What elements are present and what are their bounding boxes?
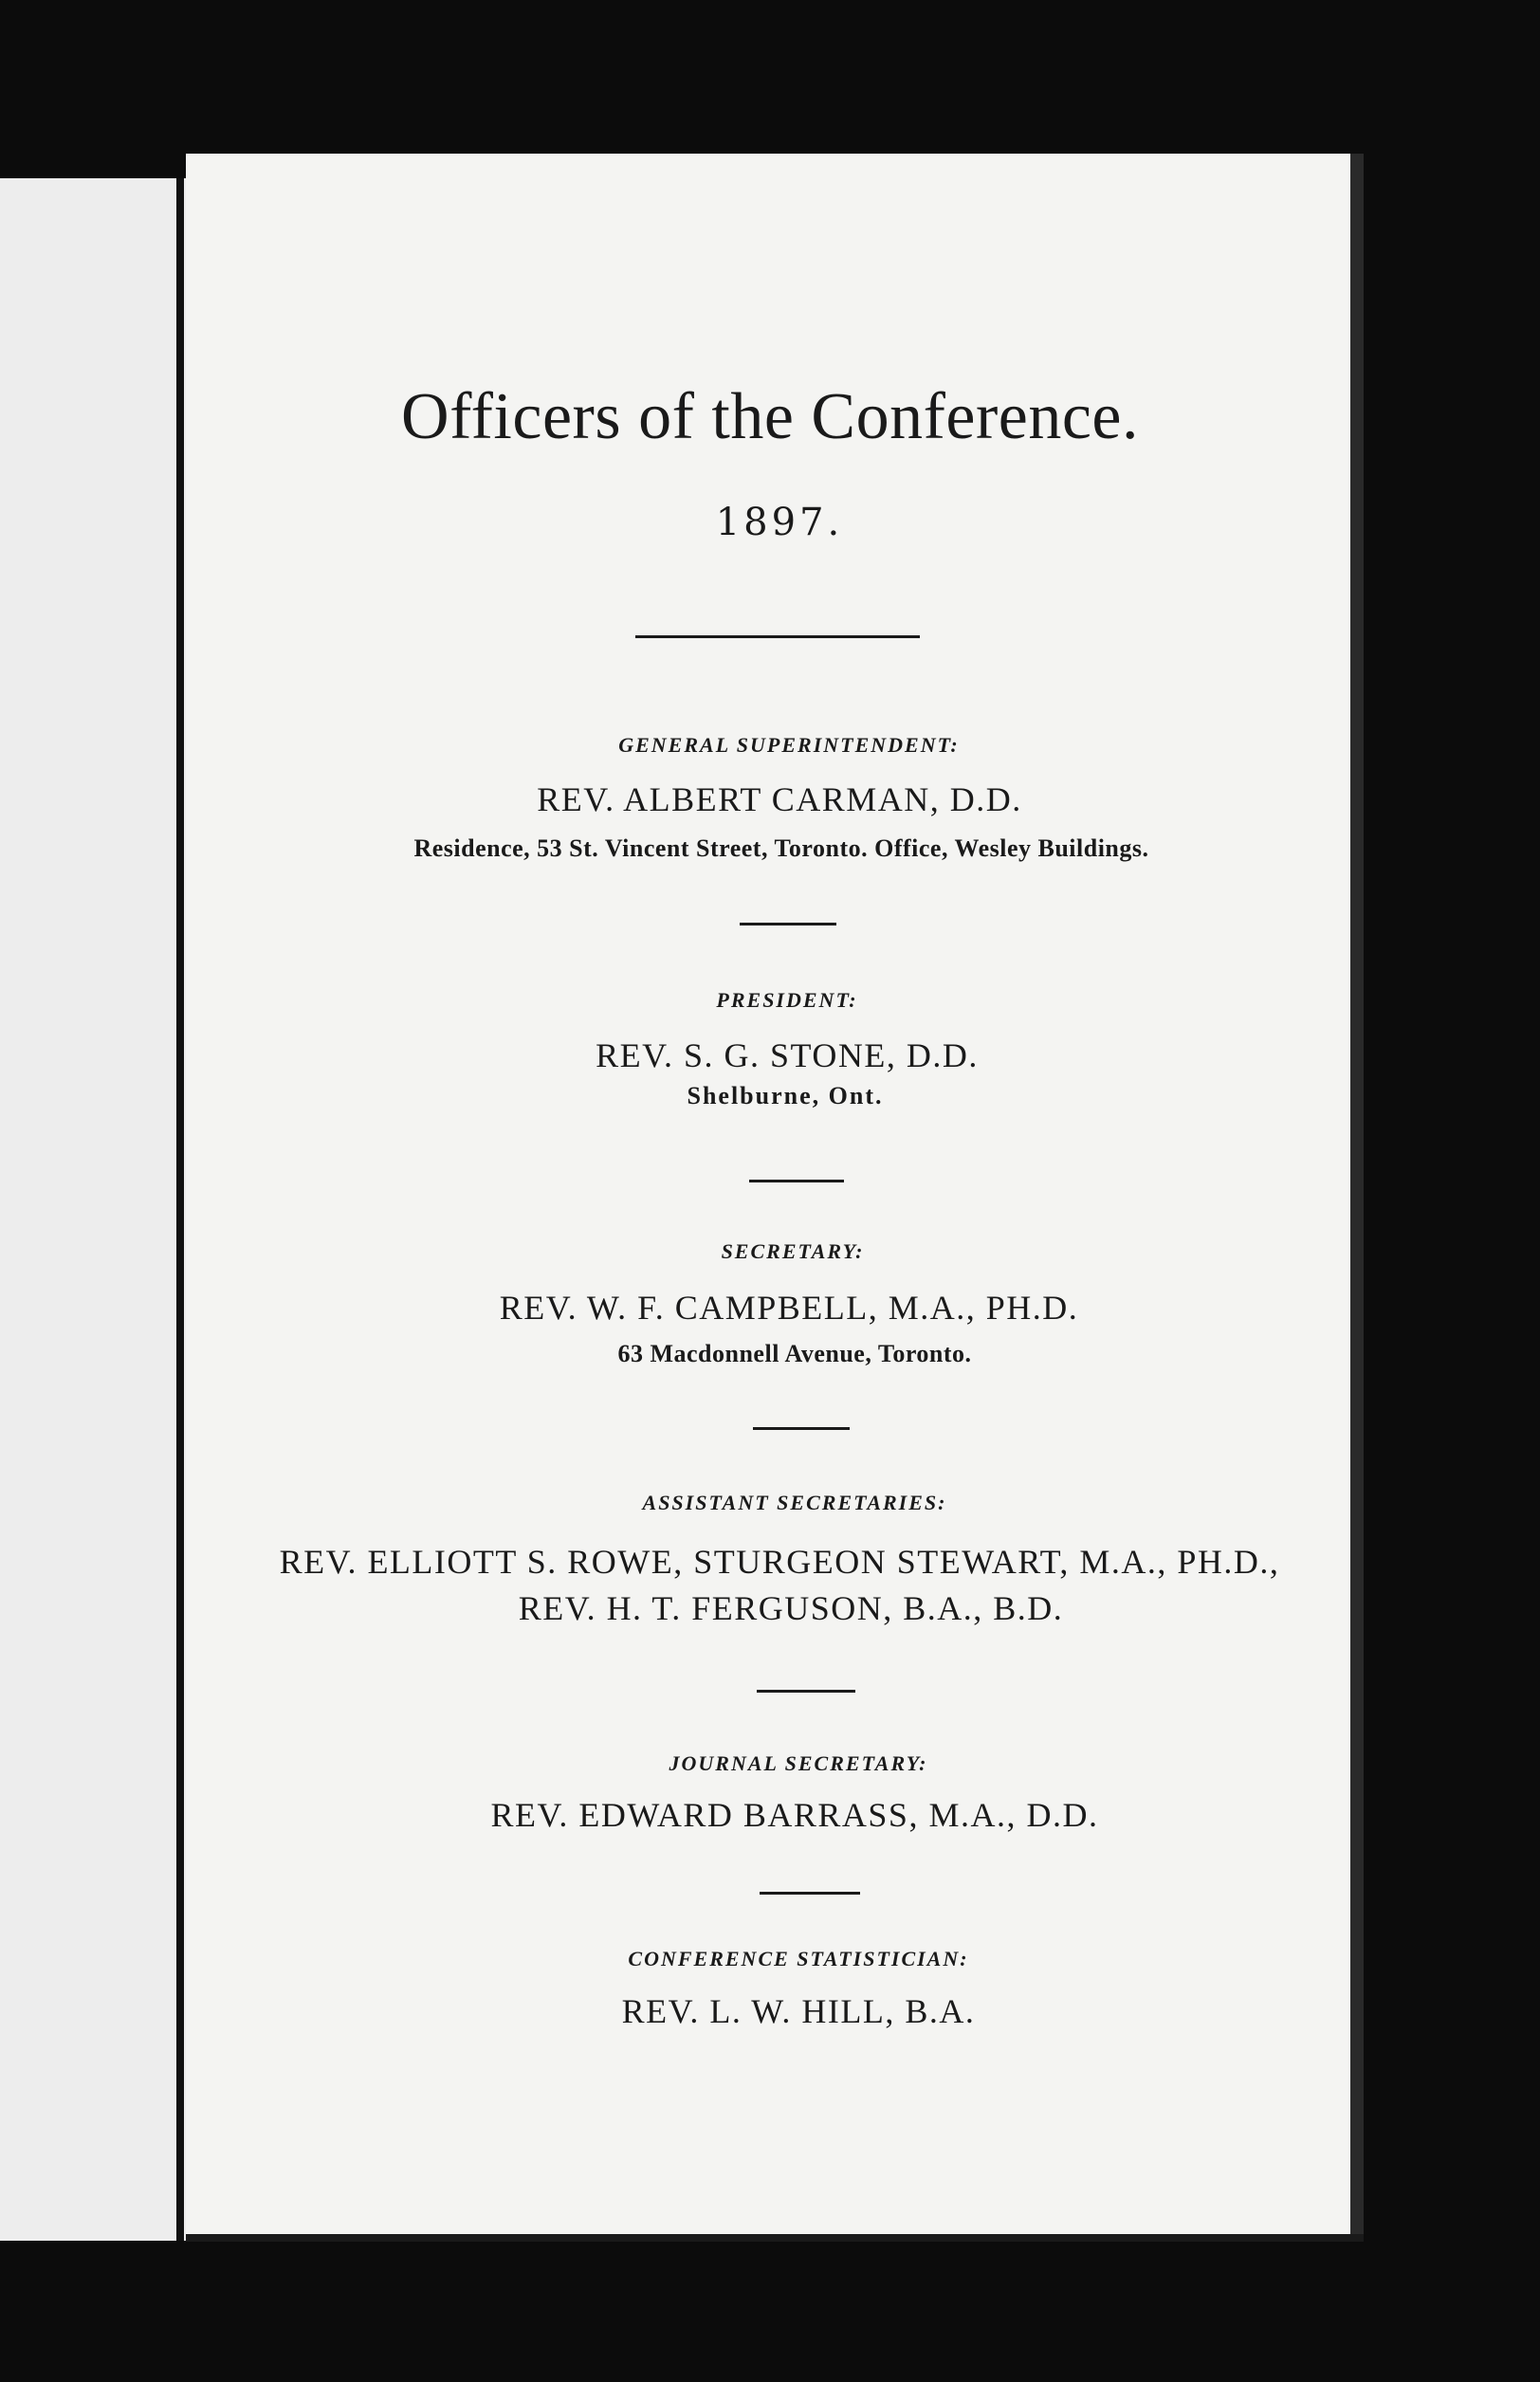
binding-fold [176, 178, 184, 2241]
officer-address-general-superintendent: Residence, 53 St. Vincent Street, Toronto. Office, Wesley Buildings. [413, 834, 1149, 862]
section-label-president: PRESIDENT: [716, 988, 858, 1012]
officer-names-assistant-secretaries-line2: REV. H. T. FERGUSON, B.A., B.D. [518, 1589, 1064, 1627]
section-divider [757, 1690, 855, 1693]
officer-address-president: Shelburne, Ont. [687, 1082, 884, 1109]
section-divider [753, 1427, 850, 1430]
section-label-general-superintendent: GENERAL SUPERINTENDENT: [618, 733, 960, 757]
previous-page-strip [0, 178, 186, 2241]
section-divider [740, 923, 836, 925]
officer-name-journal-secretary: REV. EDWARD BARRASS, M.A., D.D. [490, 1796, 1099, 1834]
year: 1897. [715, 501, 844, 544]
section-label-assistant-secretaries: ASSISTANT SECRETARIES: [642, 1491, 947, 1514]
officer-names-assistant-secretaries-line1: REV. ELLIOTT S. ROWE, STURGEON STEWART, M.A., PH.D., [279, 1543, 1280, 1581]
title-divider [635, 635, 920, 638]
officer-address-secretary: 63 Macdonnell Avenue, Toronto. [617, 1340, 972, 1367]
page-right-edge [1350, 154, 1364, 2242]
section-divider [749, 1180, 844, 1182]
officer-name-conference-statistician: REV. L. W. HILL, B.A. [621, 1992, 976, 2030]
section-label-journal-secretary: JOURNAL SECRETARY: [669, 1751, 928, 1775]
officer-name-general-superintendent: REV. ALBERT CARMAN, D.D. [537, 780, 1022, 818]
page-bottom-edge [186, 2234, 1364, 2242]
officer-name-president: REV. S. G. STONE, D.D. [596, 1036, 979, 1074]
section-divider [760, 1892, 860, 1895]
page-title: Officers of the Conference. [401, 380, 1139, 453]
page [186, 154, 1350, 2238]
section-label-conference-statistician: CONFERENCE STATISTICIAN: [628, 1947, 969, 1970]
section-label-secretary: SECRETARY: [721, 1239, 865, 1263]
officer-name-secretary: REV. W. F. CAMPBELL, M.A., PH.D. [499, 1289, 1079, 1327]
